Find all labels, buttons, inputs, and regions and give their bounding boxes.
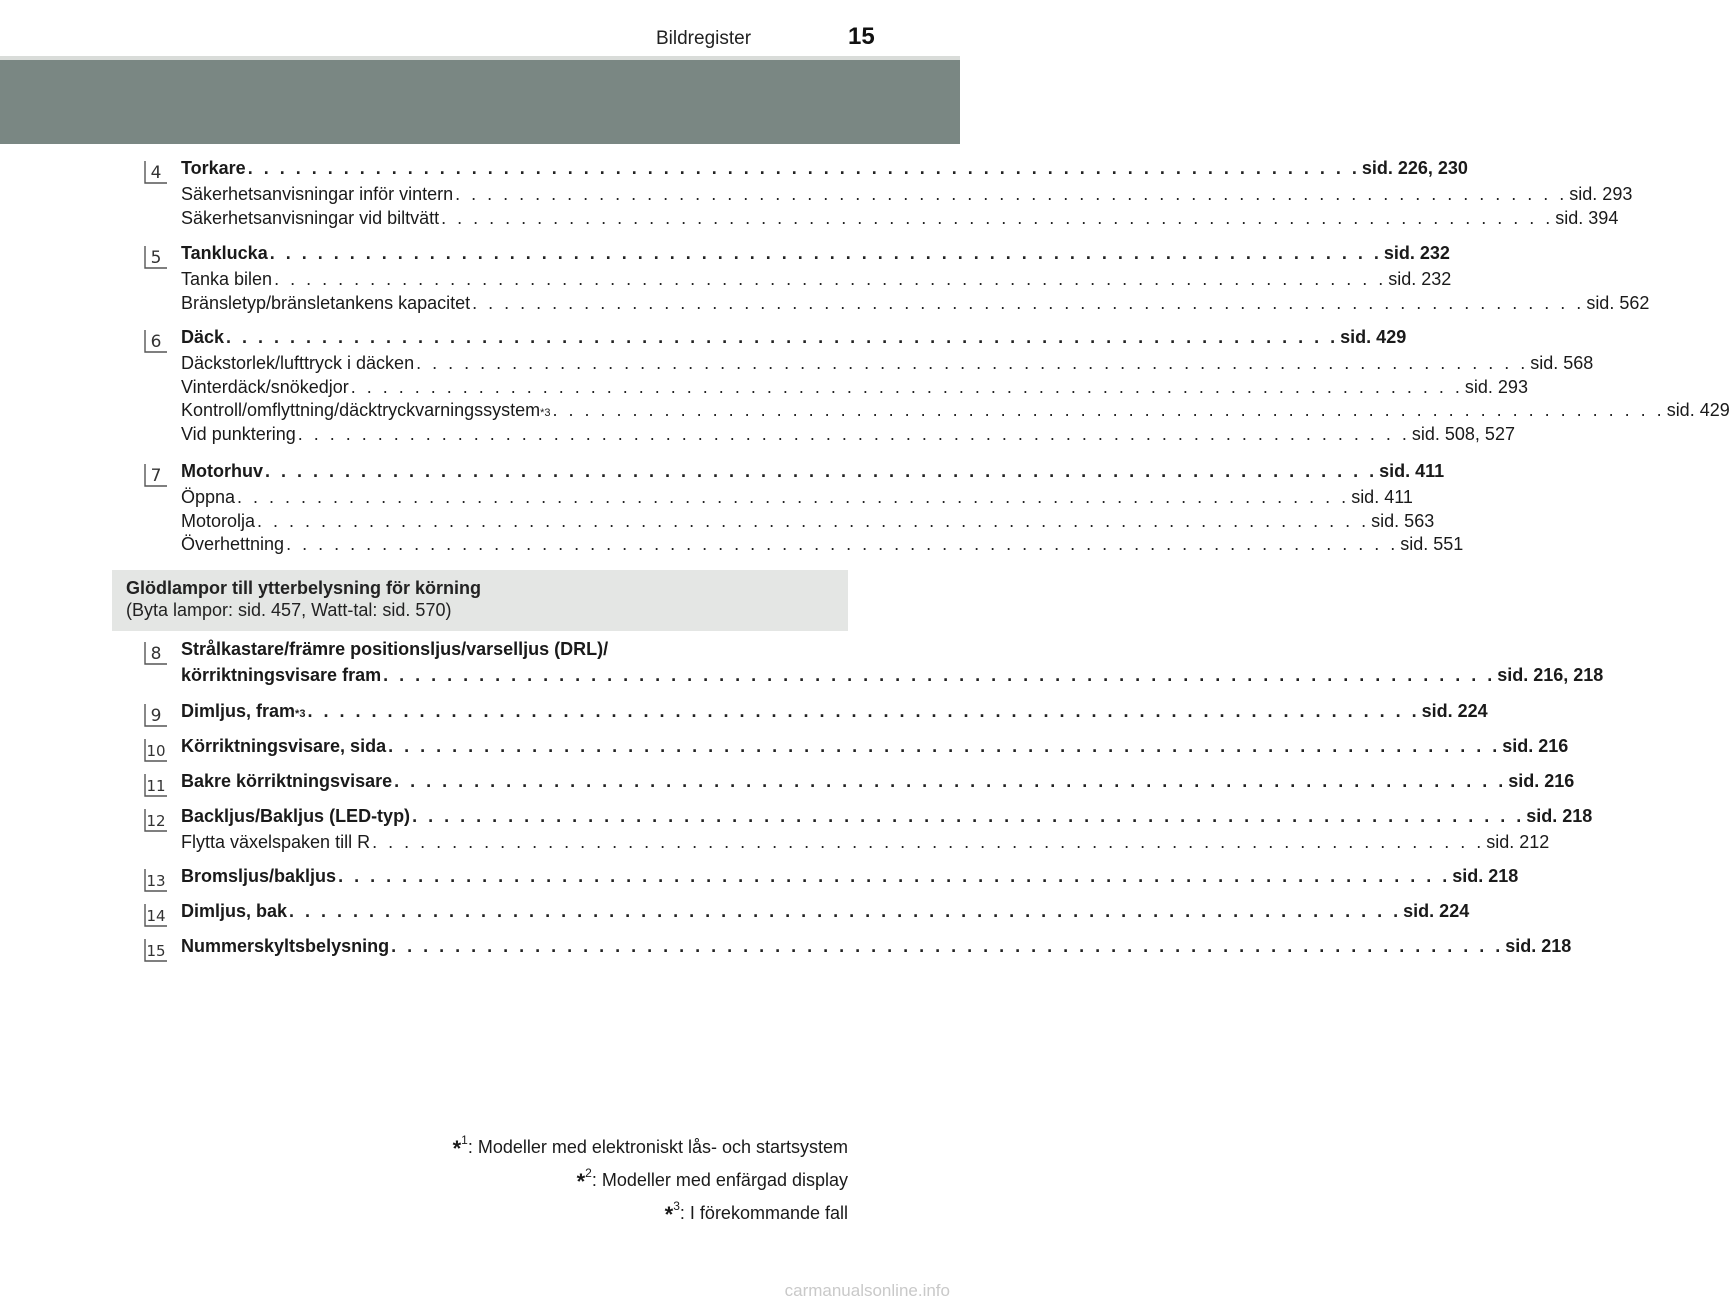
- leader-dots: . . . . . . . . . . . . . . . . . . . . . . . . . . . . . . . . . . . . . . . . . . . . . . . . . . . . . . . . . . . . . . . . . . . . . .: [307, 701, 1420, 721]
- leader-dots: . . . . . . . . . . . . . . . . . . . . . . . . . . . . . . . . . . . . . . . . . . . . . . . . . . . . . . . . . . . . . . . . . . . . . .: [552, 400, 1665, 420]
- entry-label: Öppna: [181, 487, 236, 507]
- leader-dots: . . . . . . . . . . . . . . . . . . . . . . . . . . . . . . . . . . . . . . . . . . . . . . . . . . . . . . . . . . . . . . . . . . . . . .: [350, 376, 1463, 397]
- index-entry: [181, 158, 1633, 231]
- entry-subitem[interactable]: [181, 269, 1452, 293]
- index-entry: [181, 736, 1569, 762]
- entry-heading[interactable]: Dimljus, fram *3 . . . . . . . . . . . . . . . . . . . . . . . . . . . . . . . . . . . . . . . . . . . . . . . . . . . . . . . . . . . . . . . . . . . . . . sid. 224: [181, 701, 1488, 721]
- leader-dots: . . . . . . . . . . . . . . . . . . . . . . . . . . . . . . . . . . . . . . . . . . . . . . . . . . . . . . . . . . . . . . . . . . . . . .: [388, 736, 1501, 756]
- item-number-icon: [143, 737, 169, 763]
- page-ref: sid. 218: [1505, 936, 1572, 956]
- item-number-icon: [143, 702, 169, 728]
- index-entry: [181, 461, 1464, 558]
- entry-heading[interactable]: [181, 901, 1470, 927]
- item-number-icon: [143, 462, 169, 488]
- entry-label: Motorolja: [181, 510, 256, 531]
- svg-text:14: 14: [146, 907, 166, 925]
- entry-label: Bakre körriktningsvisare: [181, 771, 393, 791]
- index-entry: [181, 639, 1604, 691]
- svg-text:12: 12: [146, 812, 166, 830]
- entry-label: Flytta växelspaken till R: [181, 832, 371, 852]
- svg-text:9: 9: [150, 706, 162, 726]
- bulb-section-title: Glödlampor till ytterbelysning för körning: [126, 578, 482, 598]
- bulb-section-subtitle: (Byta lampor: sid. 457, Watt-tal: sid. 570): [126, 600, 452, 620]
- leader-dots: . . . . . . . . . . . . . . . . . . . . . . . . . . . . . . . . . . . . . . . . . . . . . . . . . . . . . . . . . . . . . . . . . . . . . .: [226, 327, 1339, 347]
- entry-label: Vid punktering: [181, 423, 296, 444]
- entry-label: Backljus/Bakljus (LED-typ): [181, 806, 411, 826]
- svg-text:13: 13: [146, 872, 166, 890]
- page-ref: sid. 429: [1340, 327, 1407, 347]
- leader-dots: . . . . . . . . . . . . . . . . . . . . . . . . . . . . . . . . . . . . . . . . . . . . . . . . . . . . . . . . . . . . . . . . . . . . . .: [286, 534, 1399, 554]
- leader-dots: . . . . . . . . . . . . . . . . . . . . . . . . . . . . . . . . . . . . . . . . . . . . . . . . . . . . . . . . . . . . . . . . . . . . . .: [289, 901, 1402, 921]
- entry-subitem[interactable]: [181, 353, 1594, 377]
- header-strip: [0, 0, 960, 56]
- entry-heading[interactable]: [181, 639, 811, 665]
- section-title: Bildregister: [656, 28, 752, 49]
- leader-dots: . . . . . . . . . . . . . . . . . . . . . . . . . . . . . . . . . . . . . . . . . . . . . . . . . . . . . . . . . . . . . . . . . . . . . .: [412, 806, 1525, 826]
- leader-dots: . . . . . . . . . . . . . . . . . . . . . . . . . . . . . . . . . . . . . . . . . . . . . . . . . . . . . . . . . . . . . . . . . . . . . .: [269, 243, 1382, 263]
- item-number-icon: [143, 772, 169, 798]
- entry-subitem[interactable]: [181, 207, 1619, 232]
- page-ref: sid. 226, 230: [1361, 158, 1468, 178]
- entry-heading[interactable]: [181, 806, 1593, 832]
- entry-heading[interactable]: [181, 936, 1572, 962]
- page-ref: sid. 411: [1351, 487, 1413, 507]
- entry-label: Strålkastare/främre positionsljus/varselljus (DRL)/: [181, 639, 609, 659]
- footnote-1: *$^1$: Modeller med elektroniskt lås- och startsystem: [452, 1133, 848, 1161]
- page-ref: sid. 562: [1586, 292, 1650, 313]
- svg-text:4: 4: [150, 163, 162, 183]
- index-entry: [181, 327, 1730, 447]
- entry-label: Nummerskyltsbelysning: [181, 936, 390, 956]
- entry-heading[interactable]: [181, 158, 1468, 184]
- page-ref: sid. 508, 527: [1411, 423, 1515, 444]
- page-ref: sid. 411: [1379, 461, 1445, 481]
- leader-dots: . . . . . . . . . . . . . . . . . . . . . . . . . . . . . . . . . . . . . . . . . . . . . . . . . . . . . . . . . . . . . . . . . . . . . .: [237, 487, 1350, 507]
- entry-label: Däck: [181, 327, 225, 347]
- entry-label: Tanka bilen: [181, 269, 273, 289]
- entry-subitem[interactable]: [181, 534, 1464, 558]
- entry-label: Vinterdäck/snökedjor: [181, 376, 349, 397]
- entry-subitem[interactable]: [181, 376, 1528, 401]
- page-ref: sid. 218: [1526, 806, 1593, 826]
- entry-label: Dimljus, fram: [181, 701, 296, 721]
- leader-dots: . . . . . . . . . . . . . . . . . . . . . . . . . . . . . . . . . . . . . . . . . . . . . . . . . . . . . . . . . . . . . . . . . . . . . .: [391, 936, 1504, 956]
- index-entry: [181, 771, 1575, 797]
- index-entry: [181, 806, 1593, 856]
- entry-heading[interactable]: [181, 243, 1450, 269]
- entry-label: Torkare: [181, 158, 246, 178]
- page-ref: sid. 216: [1508, 771, 1575, 791]
- page-ref: sid. 216: [1502, 736, 1569, 756]
- entry-label: Kontroll/omflyttning/däcktryckvarningssystem: [181, 400, 541, 420]
- page-ref: sid. 232: [1388, 269, 1452, 289]
- entry-heading[interactable]: [181, 736, 1569, 762]
- svg-text:6: 6: [150, 332, 162, 352]
- entry-subitem[interactable]: [181, 832, 1550, 856]
- leader-dots: . . . . . . . . . . . . . . . . . . . . . . . . . . . . . . . . . . . . . . . . . . . . . . . . . . . . . . . . . . . . . . . . . . . . . .: [394, 771, 1507, 791]
- page-ref: sid. 568: [1530, 353, 1594, 373]
- leader-dots: . . . . . . . . . . . . . . . . . . . . . . . . . . . . . . . . . . . . . . . . . . . . . . . . . . . . . . . . . . . . . . . . . . . . . .: [455, 184, 1568, 204]
- entry-subitem[interactable]: [181, 510, 1435, 535]
- page-ref: sid. 218: [1452, 866, 1519, 886]
- leader-dots: . . . . . . . . . . . . . . . . . . . . . . . . . . . . . . . . . . . . . . . . . . . . . . . . . . . . . . . . . . . . . . . . . . . . . .: [247, 158, 1360, 178]
- page-ref: sid. 394: [1555, 207, 1619, 228]
- page-ref: sid. 224: [1403, 901, 1470, 921]
- svg-text:8: 8: [150, 644, 162, 664]
- page-ref: sid. 293: [1569, 184, 1633, 204]
- svg-text:10: 10: [146, 742, 166, 760]
- index-entry: [181, 243, 1650, 316]
- footnotes: [452, 1133, 848, 1235]
- leader-dots: . . . . . . . . . . . . . . . . . . . . . . . . . . . . . . . . . . . . . . . . . . . . . . . . . . . . . . . . . . . . . . . . . . . . . .: [441, 207, 1554, 228]
- leader-dots: . . . . . . . . . . . . . . . . . . . . . . . . . . . . . . . . . . . . . . . . . . . . . . . . . . . . . . . . . . . . . . . . . . . . . .: [257, 510, 1370, 531]
- leader-dots: . . . . . . . . . . . . . . . . . . . . . . . . . . . . . . . . . . . . . . . . . . . . . . . . . . . . . . . . . . . . . . . . . . . . . .: [383, 665, 1496, 685]
- entry-label: Tanklucka: [181, 243, 268, 263]
- entry-label: Däckstorlek/lufttryck i däcken: [181, 353, 415, 373]
- page-ref: sid. 212: [1486, 832, 1550, 852]
- entry-label: Säkerhetsanvisningar inför vintern: [181, 184, 454, 204]
- leader-dots: . . . . . . . . . . . . . . . . . . . . . . . . . . . . . . . . . . . . . . . . . . . . . . . . . . . . . . . . . . . . . . . . . . . . . .: [472, 292, 1585, 313]
- svg-text:15: 15: [146, 942, 166, 960]
- index-entry: [181, 901, 1470, 927]
- svg-text:11: 11: [146, 777, 166, 795]
- svg-text:7: 7: [150, 466, 162, 486]
- watermark: carmanualsonline.info: [784, 1281, 950, 1300]
- page-ref: sid. 232: [1383, 243, 1450, 263]
- bulb-section-box: [112, 570, 848, 631]
- entry-subitem[interactable]: [181, 423, 1515, 448]
- item-number-icon: [143, 244, 169, 270]
- entry-label: Körriktningsvisare, sida: [181, 736, 387, 756]
- page-ref: sid. 216, 218: [1497, 665, 1604, 685]
- svg-text:5: 5: [150, 248, 162, 268]
- entry-subitem[interactable]: Kontroll/omflyttning/däcktryckvarningssystem *3 . . . . . . . . . . . . . . . . . . . . . . . . . . . . . . . . . . . . . . . . . . . . . . . . . . . . . . . . . . . . . . . . . . . . . . sid. 429: [181, 400, 1730, 420]
- index-entry: [181, 936, 1572, 962]
- entry-subitem[interactable]: [181, 292, 1650, 317]
- item-number-icon: [143, 867, 169, 893]
- entry-heading[interactable]: [181, 665, 1604, 691]
- entry-subitem[interactable]: [181, 487, 1413, 511]
- item-number-icon: [143, 159, 169, 185]
- page-ref: sid. 429: [1666, 400, 1730, 420]
- entry-label: Dimljus, bak: [181, 901, 288, 921]
- item-number-icon: [143, 640, 169, 666]
- entry-label: Överhettning: [181, 534, 285, 554]
- entry-heading[interactable]: [181, 327, 1407, 353]
- entry-label: Bromsljus/bakljus: [181, 866, 337, 886]
- entry-heading[interactable]: [181, 461, 1445, 487]
- entry-heading[interactable]: [181, 866, 1519, 892]
- item-number-icon: [143, 937, 169, 963]
- header-band: [0, 60, 960, 144]
- entry-label: körriktningsvisare fram: [181, 665, 382, 685]
- leader-dots: . . . . . . . . . . . . . . . . . . . . . . . . . . . . . . . . . . . . . . . . . . . . . . . . . . . . . . . . . . . . . . . . . . . . . .: [338, 866, 1451, 886]
- item-number-icon: [143, 328, 169, 354]
- entry-label: Säkerhetsanvisningar vid biltvätt: [181, 207, 440, 228]
- entry-heading[interactable]: [181, 771, 1575, 797]
- footnote-2: *$^2$: Modeller med enfärgad display: [576, 1166, 848, 1194]
- item-number-icon: [143, 807, 169, 833]
- leader-dots: . . . . . . . . . . . . . . . . . . . . . . . . . . . . . . . . . . . . . . . . . . . . . . . . . . . . . . . . . . . . . . . . . . . . . .: [274, 269, 1387, 289]
- page-number: 15: [848, 23, 875, 50]
- entry-label: Motorhuv: [181, 461, 263, 481]
- leader-dots: . . . . . . . . . . . . . . . . . . . . . . . . . . . . . . . . . . . . . . . . . . . . . . . . . . . . . . . . . . . . . . . . . . . . . .: [372, 832, 1485, 852]
- entry-subitem[interactable]: [181, 184, 1633, 208]
- page-ref: sid. 224: [1421, 701, 1488, 721]
- index-entry: [181, 701, 1488, 727]
- page-ref: sid. 551: [1400, 534, 1464, 554]
- footnote-3: *$^3$: I förekommande fall: [664, 1199, 848, 1227]
- leader-dots: . . . . . . . . . . . . . . . . . . . . . . . . . . . . . . . . . . . . . . . . . . . . . . . . . . . . . . . . . . . . . . . . . . . . . .: [297, 423, 1410, 444]
- leader-dots: . . . . . . . . . . . . . . . . . . . . . . . . . . . . . . . . . . . . . . . . . . . . . . . . . . . . . . . . . . . . . . . . . . . . . .: [264, 461, 1378, 481]
- page-ref: sid. 293: [1464, 376, 1528, 397]
- page-ref: sid. 563: [1371, 510, 1435, 531]
- item-number-icon: [143, 902, 169, 928]
- entry-label: Bränsletyp/bränsletankens kapacitet: [181, 292, 471, 313]
- index-entry: [181, 866, 1519, 892]
- leader-dots: . . . . . . . . . . . . . . . . . . . . . . . . . . . . . . . . . . . . . . . . . . . . . . . . . . . . . . . . . . . . . . . . . . . . . .: [416, 353, 1529, 373]
